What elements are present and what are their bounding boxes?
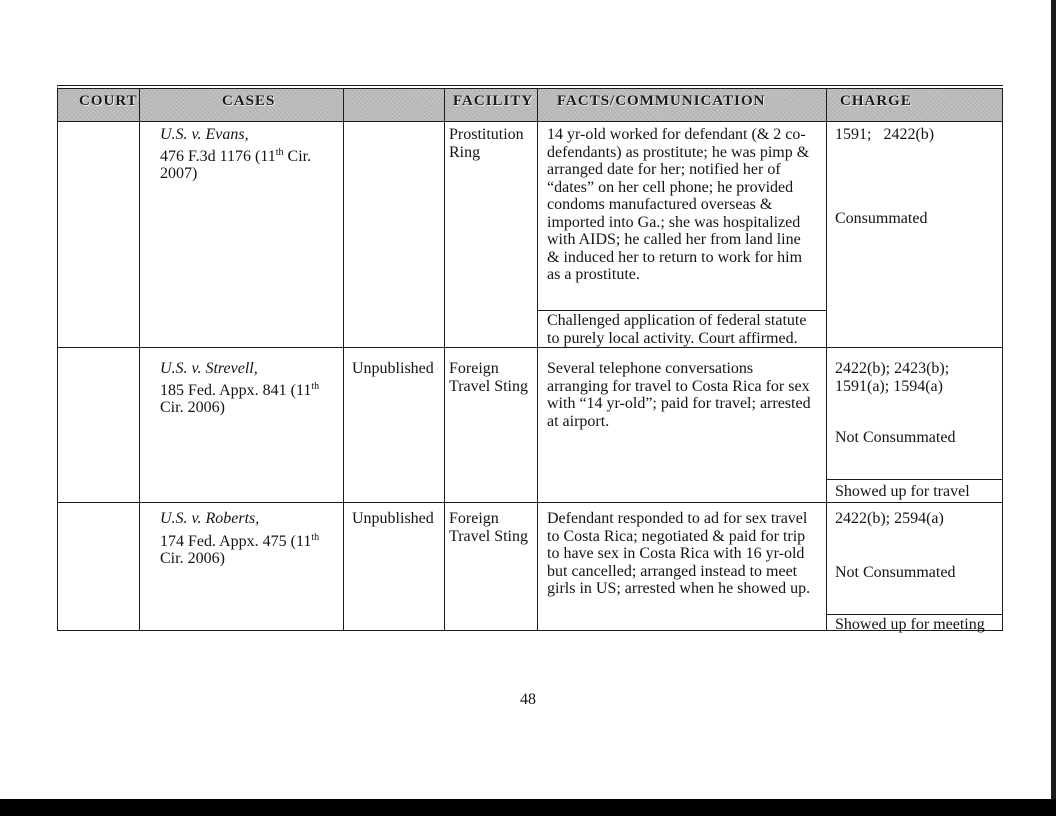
facility-cell bbox=[445, 503, 538, 631]
citation-text: 174 Fed. Appx. 475 (11 bbox=[160, 532, 312, 550]
charge-statutes: 2422(b); 2594(a) bbox=[835, 510, 944, 527]
charge-outcome: Consummated bbox=[835, 210, 928, 227]
citation-ordinal-suffix: th bbox=[275, 146, 284, 158]
facts-cell bbox=[538, 503, 827, 631]
charge-statutes: 2422(b); 2423(b); 1591(a); 1594(a) bbox=[835, 360, 950, 395]
charge-outcome: Not Consummated bbox=[835, 564, 956, 581]
publication-cell bbox=[344, 503, 445, 631]
court-cell bbox=[58, 122, 140, 348]
column-header-label: COURT bbox=[79, 93, 138, 109]
facility-cell bbox=[445, 122, 538, 348]
case-name: U.S. v. Evans, bbox=[160, 126, 249, 143]
case-name: U.S. v. Roberts, bbox=[160, 510, 260, 527]
citation-text-rest: Cir. 2007) bbox=[160, 147, 312, 182]
scan-edge-right bbox=[1051, 0, 1056, 799]
citation-text-rest: Cir. 2006) bbox=[160, 399, 225, 416]
facts-paragraph: Defendant responded to ad for sex travel to Costa Rica; negotiated & paid for trip to have sex in Costa Rica with 16 yr-old but cancelled; arranged instead to meet girls in US; arrested when he showed up. bbox=[547, 510, 811, 597]
citation-ordinal-suffix: th bbox=[311, 380, 320, 392]
facts-cell bbox=[538, 122, 827, 348]
publication-status: Unpublished bbox=[352, 360, 434, 377]
court-cell bbox=[58, 348, 140, 503]
facts-paragraph: Several telephone conversations arranging for travel to Costa Rica for sex with “14 yr-old”; paid for travel; arrested at airport. bbox=[547, 360, 811, 430]
facts-cell bbox=[538, 348, 827, 503]
scan-edge-bottom bbox=[0, 799, 1056, 816]
citation-text: 476 F.3d 1176 (11 bbox=[160, 147, 276, 165]
facts-paragraph-holding: Challenged application of federal statute to purely local activity. Court affirmed. bbox=[538, 310, 826, 347]
charge-cell bbox=[827, 122, 1003, 348]
column-header-label: FACTS/COMMUNICATION bbox=[557, 93, 766, 109]
publication-cell bbox=[344, 122, 445, 348]
facts-paragraph: 14 yr-old worked for defendant (& 2 co- defendants) as prostitute; he was pimp & arranged date for her; notified her of “dates” on her cell phone; he provided condoms manufactured overseas & imported into Ga.; she was hospitalized with AIDS; he called her from land line & induced her to return to work for him as a prostitute. bbox=[547, 126, 810, 283]
charge-outcome: Not Consummated bbox=[835, 429, 956, 446]
charge-cell bbox=[827, 503, 1003, 631]
column-header-label: CASES bbox=[222, 93, 276, 109]
cases-cell bbox=[140, 503, 344, 631]
header-facility bbox=[445, 89, 538, 122]
case-citation bbox=[160, 382, 343, 417]
charge-cell bbox=[827, 348, 1003, 503]
court-cell bbox=[58, 503, 140, 631]
cases-cell bbox=[140, 122, 344, 348]
facility-text: Foreign Travel Sting bbox=[449, 360, 528, 395]
header-cases bbox=[140, 89, 344, 122]
case-citation bbox=[160, 533, 343, 568]
header-charge bbox=[827, 89, 1003, 122]
facility-cell bbox=[445, 348, 538, 503]
facility-text: Prostitution Ring bbox=[449, 126, 524, 161]
header-court bbox=[58, 89, 140, 122]
citation-ordinal-suffix: th bbox=[311, 531, 320, 543]
citation-text-rest: Cir. 2006) bbox=[160, 550, 225, 567]
page-number: 48 bbox=[520, 691, 536, 708]
column-header-label: CHARGE bbox=[840, 93, 912, 109]
facility-text: Foreign Travel Sting bbox=[449, 510, 528, 545]
publication-status: Unpublished bbox=[352, 510, 434, 527]
case-name: U.S. v. Strevell, bbox=[160, 360, 258, 377]
citation-text: 185 Fed. Appx. 841 (11 bbox=[160, 381, 312, 399]
case-table bbox=[57, 85, 1003, 631]
charge-note: Showed up for travel bbox=[827, 479, 1002, 501]
publication-cell bbox=[344, 348, 445, 503]
charge-statutes: 1591; 2422(b) bbox=[835, 126, 935, 143]
case-citation bbox=[160, 148, 343, 183]
charge-note: Showed up for meeting bbox=[827, 614, 1002, 633]
column-header-label: FACILITY bbox=[453, 93, 534, 109]
cases-cell bbox=[140, 348, 344, 503]
header-facts bbox=[538, 89, 827, 122]
header-blank bbox=[344, 89, 445, 122]
